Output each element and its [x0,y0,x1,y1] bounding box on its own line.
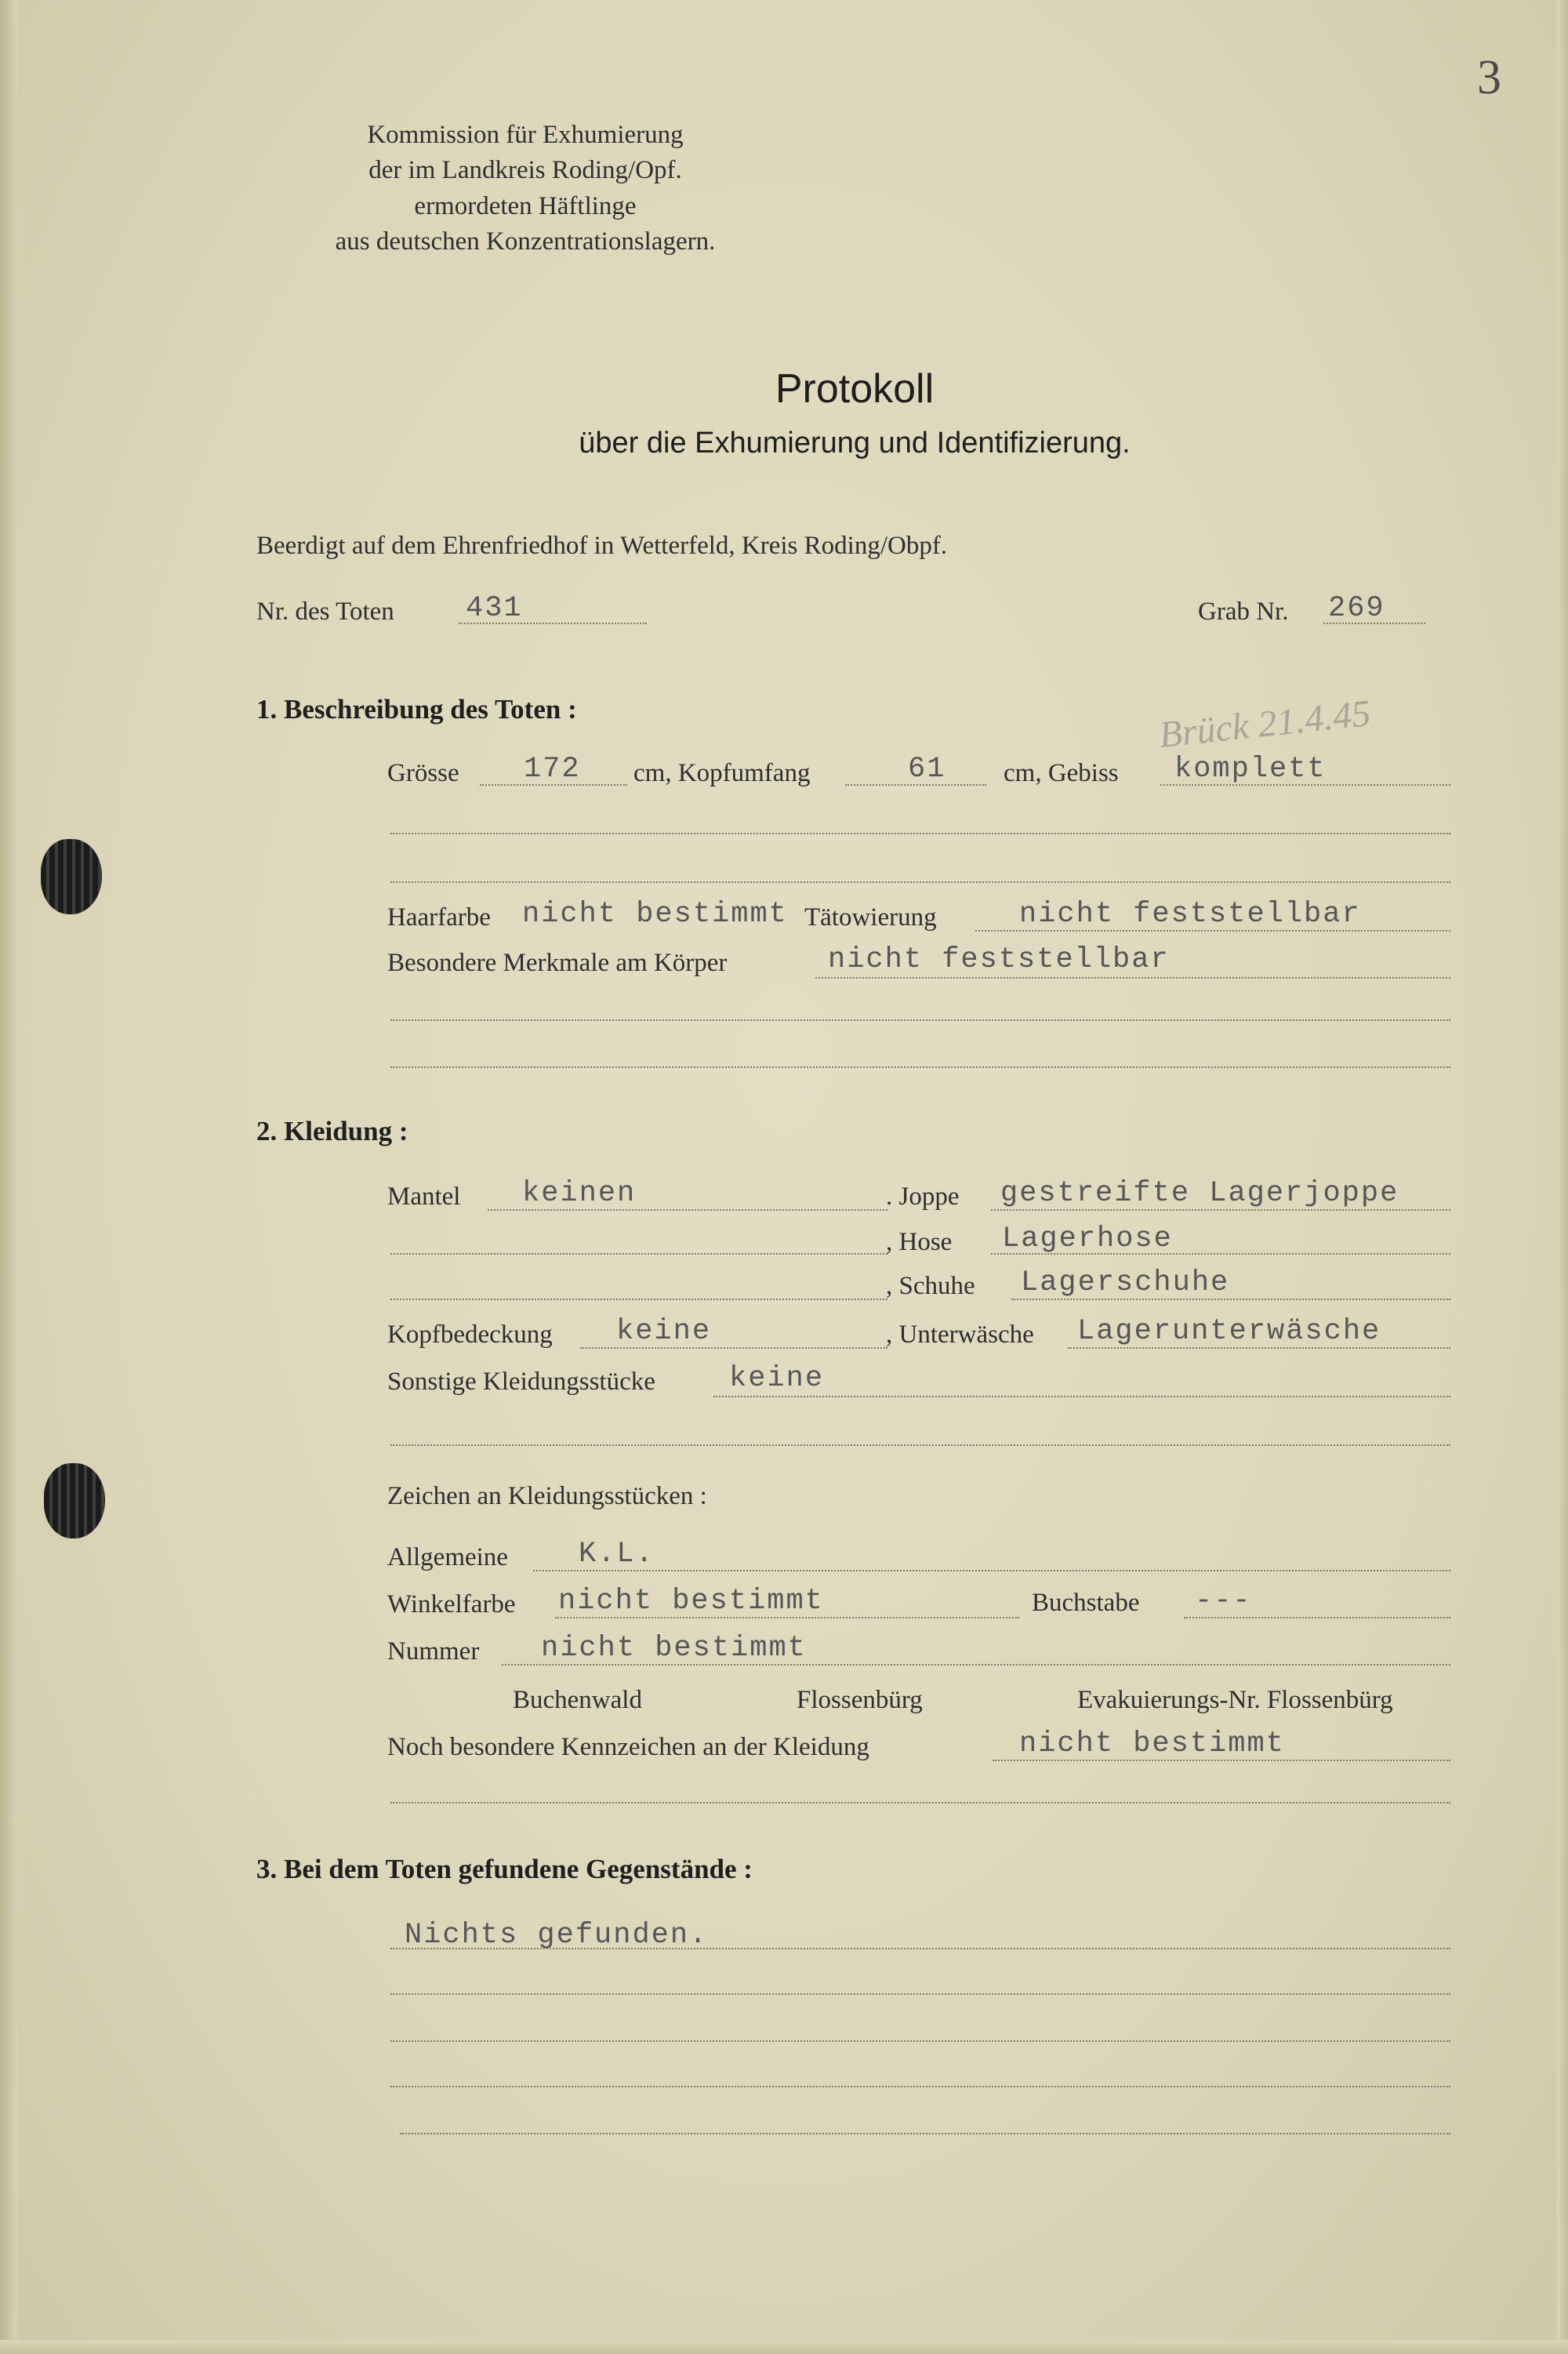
section-1-blank-line-1 [390,833,1450,834]
section-2-heading: 2. Kleidung : [256,1116,408,1146]
zeichen-label: Zeichen an Kleidungsstücken : [387,1482,707,1510]
gebiss-value: komplett [1174,753,1327,786]
taetowierung-label: Tätowierung [804,903,937,932]
noch-kennzeichen-value: nicht bestimmt [1019,1727,1285,1760]
nr-label: Nr. des Toten [256,598,394,626]
sonstige-value: keine [729,1362,825,1395]
page-edge-bottom [0,2340,1568,2354]
kopfbedeckung-value: keine [616,1315,712,1348]
unterwaesche-dotted-line [1068,1347,1450,1349]
section-2-blank-line-final [390,1802,1450,1804]
joppe-label: . Joppe [886,1182,960,1211]
schuhe-dotted-line [1011,1299,1450,1300]
page-number: 3 [1477,51,1501,104]
section-3-line-2 [390,1993,1450,1995]
schuhe-value: Lagerschuhe [1021,1266,1230,1299]
buchstabe-label: Buchstabe [1032,1589,1140,1617]
header-line-1: Kommission für Exhumierung [367,121,684,149]
kopfumfang-value: 61 [908,753,946,786]
section-1-blank-line-4 [390,1066,1450,1068]
nr-value: 431 [466,592,523,625]
header-line-4: aus deutschen Konzentrationslagern. [335,227,716,256]
section-3-line-3 [390,2040,1450,2042]
merkmale-dotted-line [815,977,1450,979]
section-3-line-4 [390,2086,1450,2087]
sonstige-dotted-line [713,1396,1450,1397]
kopfumfang-dotted-line [845,784,986,786]
burial-location-line: Beerdigt auf dem Ehrenfriedhof in Wetterfeld, Kreis Roding/Obpf. [256,532,948,560]
noch-kennzeichen-dotted-line [993,1760,1450,1761]
merkmale-label: Besondere Merkmale am Körper [387,949,728,977]
unterwaesche-value: Lagerunterwäsche [1077,1315,1381,1348]
section-1-heading: 1. Beschreibung des Toten : [256,694,577,725]
grab-dotted-line [1323,623,1425,624]
handwritten-date-note: Brück 21.4.45 [1156,692,1373,757]
page-title: Protokoll [775,366,935,412]
merkmale-value: nicht feststellbar [828,943,1170,976]
punch-hole-top [41,839,102,914]
section-3-value: Nichts gefunden. [405,1919,709,1952]
punch-hole-bottom [44,1463,105,1538]
page-edge-right [1557,0,1568,2354]
haarfarbe-label: Haarfarbe [387,903,491,932]
winkelfarbe-label: Winkelfarbe [387,1590,516,1618]
groesse-value: 172 [524,753,581,786]
allgemeine-label: Allgemeine [387,1543,508,1571]
kopfumfang-label: cm, Kopfumfang [633,759,811,787]
groesse-label: Grösse [387,759,459,787]
nummer-dotted-line [502,1664,1450,1666]
taetowierung-dotted-line [975,930,1450,932]
mantel-label: Mantel [387,1182,461,1211]
kopfbedeckung-label: Kopfbedeckung [387,1320,553,1349]
gebiss-dotted-line [1160,784,1450,786]
section-3-line-5 [400,2133,1450,2134]
nummer-label: Nummer [387,1637,480,1666]
kopfbedeckung-dotted-line [580,1347,887,1349]
nummer-value: nicht bestimmt [541,1632,807,1665]
grab-label: Grab Nr. [1198,598,1289,626]
header-line-2: der im Landkreis Roding/Opf. [368,156,682,184]
mantel-value: keinen [522,1177,637,1210]
allgemeine-value: K.L. [579,1538,655,1571]
mantel-dotted-line [488,1209,887,1211]
page-edge-left [0,0,17,2354]
allgemeine-dotted-line [533,1570,1450,1571]
groesse-dotted-line [480,784,627,786]
hose-label: , Hose [886,1228,953,1256]
mantel-blank-line-3 [390,1299,887,1300]
section-3-line-1 [390,1948,1450,1949]
nr-dotted-line [459,623,647,624]
joppe-dotted-line [991,1209,1450,1211]
mantel-blank-line-2 [390,1253,887,1255]
column-buchenwald: Buchenwald [513,1686,642,1714]
section-2-blank-line [390,1444,1450,1446]
buchstabe-value: --- [1195,1585,1252,1618]
section-1-blank-line-2 [390,881,1450,883]
winkelfarbe-value: nicht bestimmt [558,1585,824,1618]
joppe-value: gestreifte Lagerjoppe [1000,1177,1399,1210]
noch-kennzeichen-label: Noch besondere Kennzeichen an der Kleidung [387,1733,869,1761]
page-subtitle: über die Exhumierung und Identifizierung. [579,427,1131,460]
haarfarbe-value: nicht bestimmt [522,898,788,931]
column-evakuierungs-nr: Evakuierungs-Nr. Flossenbürg [1077,1686,1393,1714]
buchstabe-dotted-line [1184,1617,1450,1618]
unterwaesche-label: , Unterwäsche [886,1320,1034,1349]
schuhe-label: , Schuhe [886,1272,975,1300]
hose-value: Lagerhose [1002,1222,1173,1255]
header-line-3: ermordeten Häftlinge [414,192,637,220]
taetowierung-value: nicht feststellbar [1019,898,1361,931]
gebiss-label: cm, Gebiss [1004,759,1119,787]
winkelfarbe-dotted-line [555,1617,1019,1618]
section-1-blank-line-3 [390,1019,1450,1021]
section-3-heading: 3. Bei dem Toten gefundene Gegenstände : [256,1854,753,1884]
grab-value: 269 [1328,592,1385,625]
hose-dotted-line [991,1253,1450,1255]
sonstige-label: Sonstige Kleidungsstücke [387,1368,655,1396]
column-flossenbuerg: Flossenbürg [797,1686,923,1714]
